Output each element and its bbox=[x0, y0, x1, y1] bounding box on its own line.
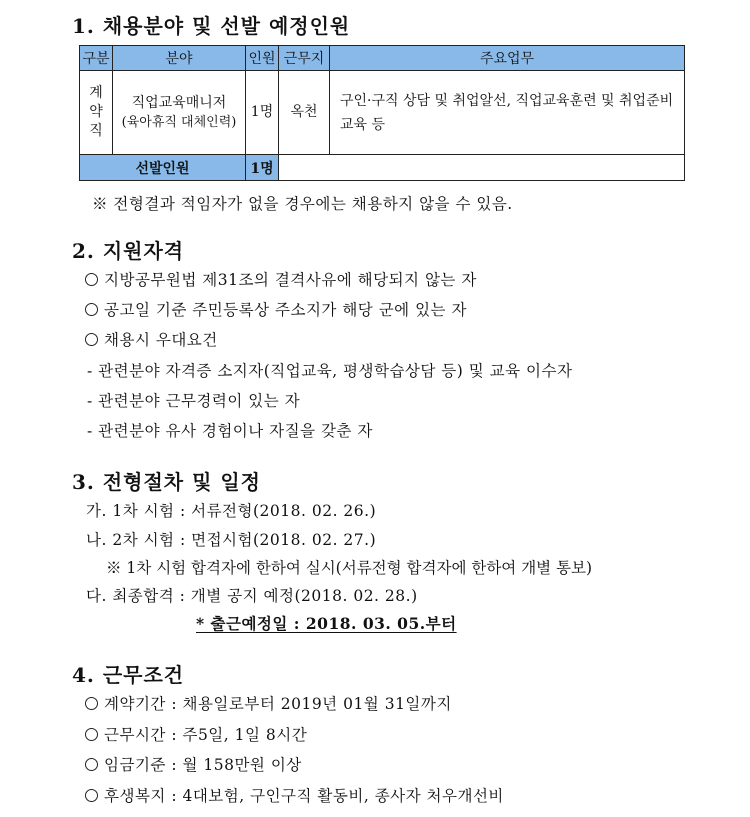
table-header-row bbox=[80, 46, 685, 71]
list-item bbox=[85, 723, 307, 745]
list-item bbox=[85, 784, 504, 806]
circle-bullet-icon bbox=[85, 697, 98, 710]
section4-heading: 4. 근무조건 bbox=[72, 663, 185, 687]
col-header-duties: 주요업무 bbox=[330, 46, 685, 71]
circle-bullet-icon bbox=[85, 273, 98, 286]
list-item bbox=[85, 268, 477, 290]
section1-heading: 1. 채용분야 및 선발 예정인원 bbox=[72, 14, 351, 38]
summary-blank bbox=[279, 155, 685, 181]
cell-count: 1명 bbox=[246, 71, 279, 155]
col-header-type: 구분 bbox=[80, 46, 113, 71]
cell-field-line1: 직업교육매니저 bbox=[131, 94, 227, 111]
start-date: * 출근예정일 : 2018. 03. 05.부터 bbox=[196, 614, 457, 633]
cell-location: 옥천 bbox=[279, 71, 330, 155]
cell-type bbox=[80, 71, 113, 155]
summary-count: 1명 bbox=[246, 155, 279, 181]
section3-heading: 3. 전형절차 및 일정 bbox=[72, 470, 262, 494]
col-header-field: 분야 bbox=[113, 46, 246, 71]
table-row bbox=[80, 71, 685, 155]
qualification-text: 채용시 우대요건 bbox=[104, 331, 218, 349]
summary-label: 선발인원 bbox=[80, 155, 246, 181]
condition-text: 후생복지 : 4대보험, 구인구직 활동비, 종사자 처우개선비 bbox=[104, 787, 504, 805]
circle-bullet-icon bbox=[85, 789, 98, 802]
section1-note: ※ 전형결과 적임자가 없을 경우에는 채용하지 않을 수 있음. bbox=[92, 195, 513, 213]
circle-bullet-icon bbox=[85, 728, 98, 741]
condition-text: 근무시간 : 주5일, 1일 8시간 bbox=[104, 726, 308, 744]
condition-text: 임금기준 : 월 158만원 이상 bbox=[104, 756, 302, 774]
list-item bbox=[85, 298, 467, 320]
col-header-count: 인원 bbox=[246, 46, 279, 71]
qualification-text: 공고일 기준 주민등록상 주소지가 해당 군에 있는 자 bbox=[104, 301, 467, 319]
circle-bullet-icon bbox=[85, 333, 98, 346]
col-header-location: 근무지 bbox=[279, 46, 330, 71]
list-item bbox=[85, 328, 218, 350]
qualification-text: 지방공무원법 제31조의 결격사유에 해당되지 않는 자 bbox=[104, 271, 477, 289]
condition-text: 계약기간 : 채용일로부터 2019년 01월 31일까지 bbox=[104, 695, 452, 713]
list-item bbox=[85, 692, 452, 714]
schedule-step: 가. 1차 시험 : 서류전형(2018. 02. 26.) bbox=[86, 502, 377, 520]
list-item bbox=[85, 753, 302, 775]
sub-list-item: - 관련분야 자격증 소지자(직업교육, 평생학습상담 등) 및 교육 이수자 bbox=[87, 362, 573, 380]
circle-bullet-icon bbox=[85, 758, 98, 771]
summary-row bbox=[80, 155, 685, 181]
schedule-step: 나. 2차 시험 : 면접시험(2018. 02. 27.) bbox=[86, 531, 377, 549]
cell-field bbox=[113, 71, 246, 155]
sub-list-item: - 관련분야 근무경력이 있는 자 bbox=[87, 392, 301, 410]
recruitment-table bbox=[79, 45, 685, 181]
cell-type-text: 계약직 bbox=[89, 85, 103, 139]
schedule-final: 다. 최종합격 : 개별 공지 예정(2018. 02. 28.) bbox=[86, 587, 418, 605]
cell-duties: 구인·구직 상담 및 취업알선, 직업교육훈련 및 취업준비교육 등 bbox=[330, 71, 685, 155]
circle-bullet-icon bbox=[85, 303, 98, 316]
section2-heading: 2. 지원자격 bbox=[72, 239, 185, 263]
schedule-note: ※ 1차 시험 합격자에 한하여 실시(서류전형 합격자에 한하여 개별 통보) bbox=[106, 559, 593, 577]
sub-list-item: - 관련분야 유사 경험이나 자질을 갖춘 자 bbox=[87, 422, 373, 440]
cell-field-line2: (육아휴직 대체인력) bbox=[121, 114, 237, 130]
